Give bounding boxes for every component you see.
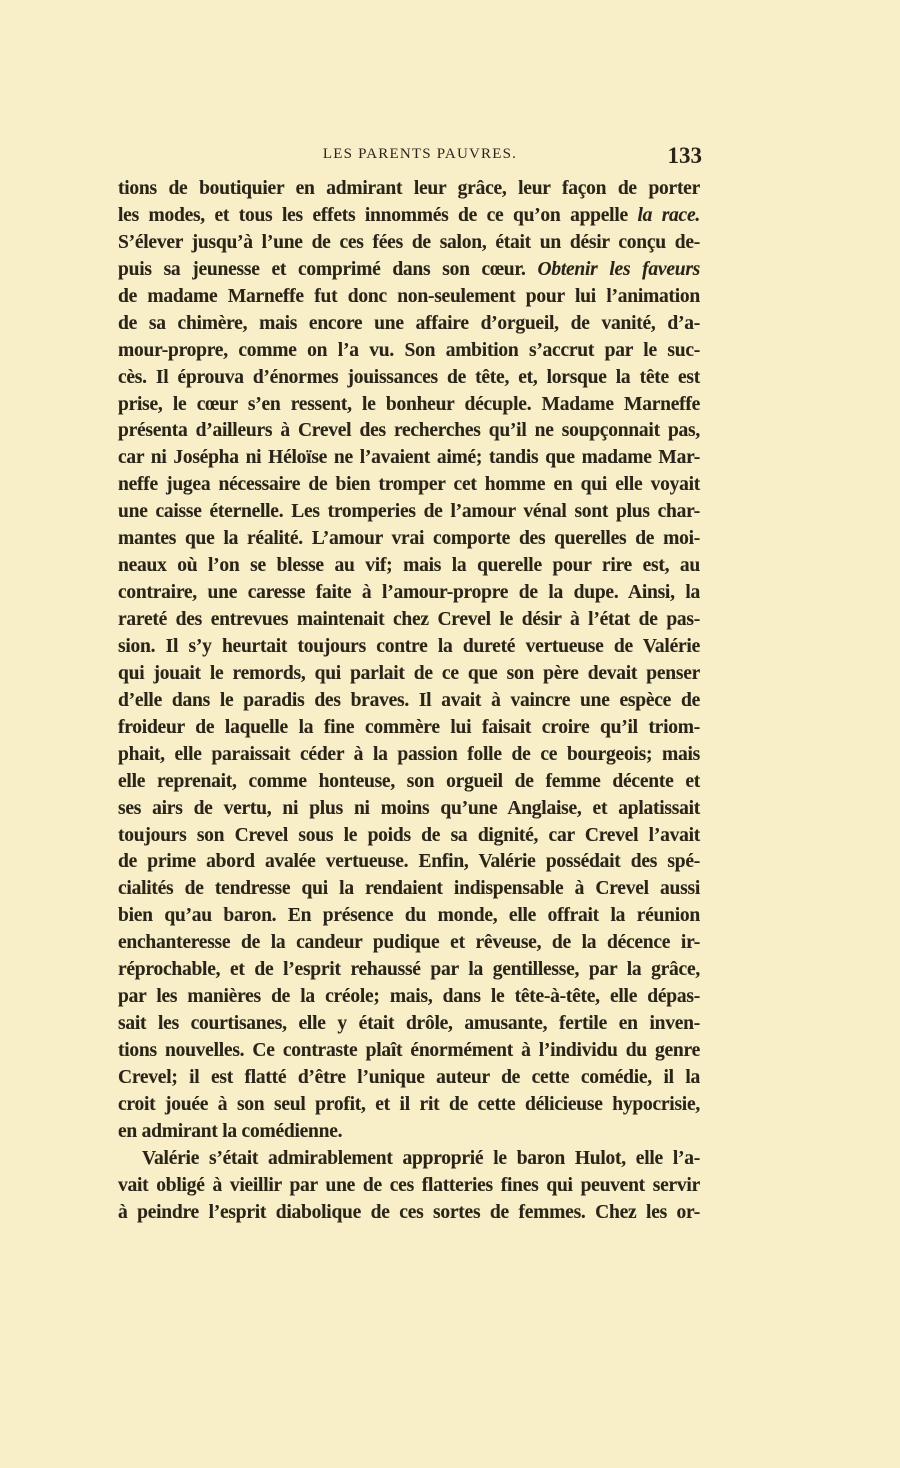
text-segment: mantes que la réalité. L’amour vrai comporte des querelles de moi-	[118, 528, 700, 550]
text-line	[118, 769, 700, 796]
italic-text: Obtenir les faveurs	[537, 258, 700, 280]
text-line	[118, 930, 700, 957]
text-segment: Valérie s’était admirablement approprié le baron Hulot, elle l’a-	[142, 1147, 700, 1169]
text-line	[118, 796, 700, 823]
italic-text: la race.	[637, 204, 700, 226]
text-segment: S’élever jusqu’à l’une de ces fées de salon, était un désir conçu de-	[118, 231, 700, 253]
text-line	[118, 418, 700, 445]
text-segment: cès. Il éprouva d’énormes jouissances de tête, et, lorsque la tête est	[118, 366, 700, 388]
text-line	[118, 661, 700, 688]
text-line	[118, 499, 700, 526]
text-segment: d’elle dans le paradis des braves. Il avait à vaincre une espèce de	[118, 689, 700, 711]
text-segment: qui jouait le remords, qui parlait de ce que son père devait penser	[118, 662, 700, 684]
text-segment: car ni Josépha ni Héloïse ne l’avaient aimé; tandis que madame Mar-	[118, 447, 700, 469]
text-segment: bien qu’au baron. En présence du monde, elle offrait la réunion	[118, 905, 700, 927]
text-line	[118, 1065, 700, 1092]
text-segment: neaux où l’on se blesse au vif; mais la querelle pour rire est, au	[118, 555, 700, 577]
text-segment: sait les courtisanes, elle y était drôle, amusante, fertile en inven-	[118, 1013, 700, 1035]
text-line	[118, 445, 700, 472]
text-line	[118, 526, 700, 553]
text-segment: de madame Marneffe fut donc non-seulement pour lui l’animation	[118, 285, 700, 307]
text-segment: tions de boutiquier en admirant leur grâce, leur façon de porter	[118, 178, 700, 199]
text-segment: enchanteresse de la candeur pudique et rêveuse, de la décence ir-	[118, 932, 700, 954]
text-segment: prise, le cœur s’en ressent, le bonheur décuple. Madame Marneffe	[118, 393, 700, 415]
text-line	[118, 230, 700, 257]
text-line	[118, 176, 700, 203]
text-segment: de sa chimère, mais encore une affaire d’orgueil, de vanité, d’a-	[118, 312, 700, 334]
text-line	[118, 957, 700, 984]
text-segment: phait, elle paraissait céder à la passion folle de ce bourgeois; mais	[118, 743, 700, 765]
text-segment: cialités de tendresse qui la rendaient indispensable à Crevel aussi	[118, 878, 700, 900]
text-segment: elle reprenait, comme honteuse, son orgueil de femme décente et	[118, 770, 700, 792]
text-line	[118, 903, 700, 930]
text-segment: réprochable, et de l’esprit rehaussé par la gentillesse, par la grâce,	[118, 959, 700, 981]
text-segment: présenta d’ailleurs à Crevel des recherches qu’il ne soupçonnait pas,	[118, 420, 700, 442]
text-line	[118, 876, 700, 903]
text-line	[118, 823, 700, 850]
text-line	[118, 607, 700, 634]
text-line	[118, 365, 700, 392]
text-segment: croit jouée à son seul profit, et il rit de cette délicieuse hypocrisie,	[118, 1093, 700, 1115]
text-segment: Crevel; il est flatté d’être l’unique auteur de cette comédie, il la	[118, 1066, 700, 1088]
text-line	[118, 688, 700, 715]
text-segment: toujours son Crevel sous le poids de sa dignité, car Crevel l’avait	[118, 824, 700, 846]
text-segment: neffe jugea nécessaire de bien tromper cet homme en qui elle voyait	[118, 474, 700, 496]
text-segment: ses airs de vertu, ni plus ni moins qu’une Anglaise, et aplatissait	[118, 797, 700, 819]
text-segment: froideur de laquelle la fine commère lui faisait croire qu’il triom-	[118, 716, 700, 738]
text-segment: vait obligé à vieillir par une de ces flatteries fines qui peuvent servir	[118, 1174, 700, 1196]
text-line	[118, 203, 700, 230]
text-line	[118, 284, 700, 311]
text-segment: de prime abord avalée vertueuse. Enfin, Valérie possédait des spé-	[118, 851, 700, 873]
text-line	[118, 1119, 700, 1146]
text-line	[118, 1092, 700, 1119]
text-line	[118, 849, 700, 876]
text-segment: puis sa jeunesse et comprimé dans son cœur.	[118, 258, 538, 280]
page-number: 133	[667, 143, 702, 168]
text-segment: tions nouvelles. Ce contraste plaît énormément à l’individu du genre	[118, 1040, 700, 1061]
text-segment: à peindre l’esprit diabolique de ces sortes de femmes. Chez les or-	[118, 1201, 700, 1223]
text-line	[118, 715, 700, 742]
text-segment: mour-propre, comme on l’a vu. Son ambition s’accrut par le suc-	[118, 339, 700, 361]
text-line	[118, 1200, 700, 1227]
running-title: LES PARENTS PAUVRES.	[322, 146, 518, 162]
text-line	[118, 1173, 700, 1200]
text-line	[118, 1038, 700, 1065]
text-line	[118, 984, 700, 1011]
text-line	[118, 338, 700, 365]
text-line	[118, 580, 700, 607]
text-line	[118, 257, 700, 284]
text-segment: en admirant la comédienne.	[118, 1120, 343, 1142]
body-text	[118, 176, 700, 1227]
text-line	[118, 742, 700, 769]
text-line	[118, 1011, 700, 1038]
text-line	[118, 553, 700, 580]
text-segment: les modes, et tous les effets innommés de ce qu’on appelle	[118, 204, 638, 226]
text-line	[118, 472, 700, 499]
text-segment: sion. Il s’y heurtait toujours contre la dureté vertueuse de Valérie	[118, 635, 700, 657]
text-line	[118, 392, 700, 419]
text-segment: rareté des entrevues maintenait chez Crevel le désir à l’état de pas-	[118, 609, 700, 630]
text-line	[118, 311, 700, 338]
text-segment: par les manières de la créole; mais, dans le tête-à-tête, elle dépas-	[118, 986, 700, 1008]
text-line	[118, 1146, 700, 1173]
text-segment: une caisse éternelle. Les tromperies de l’amour vénal sont plus char-	[118, 501, 700, 523]
text-segment: contraire, une caresse faite à l’amour-propre de la dupe. Ainsi, la	[118, 582, 700, 604]
text-line	[118, 634, 700, 661]
